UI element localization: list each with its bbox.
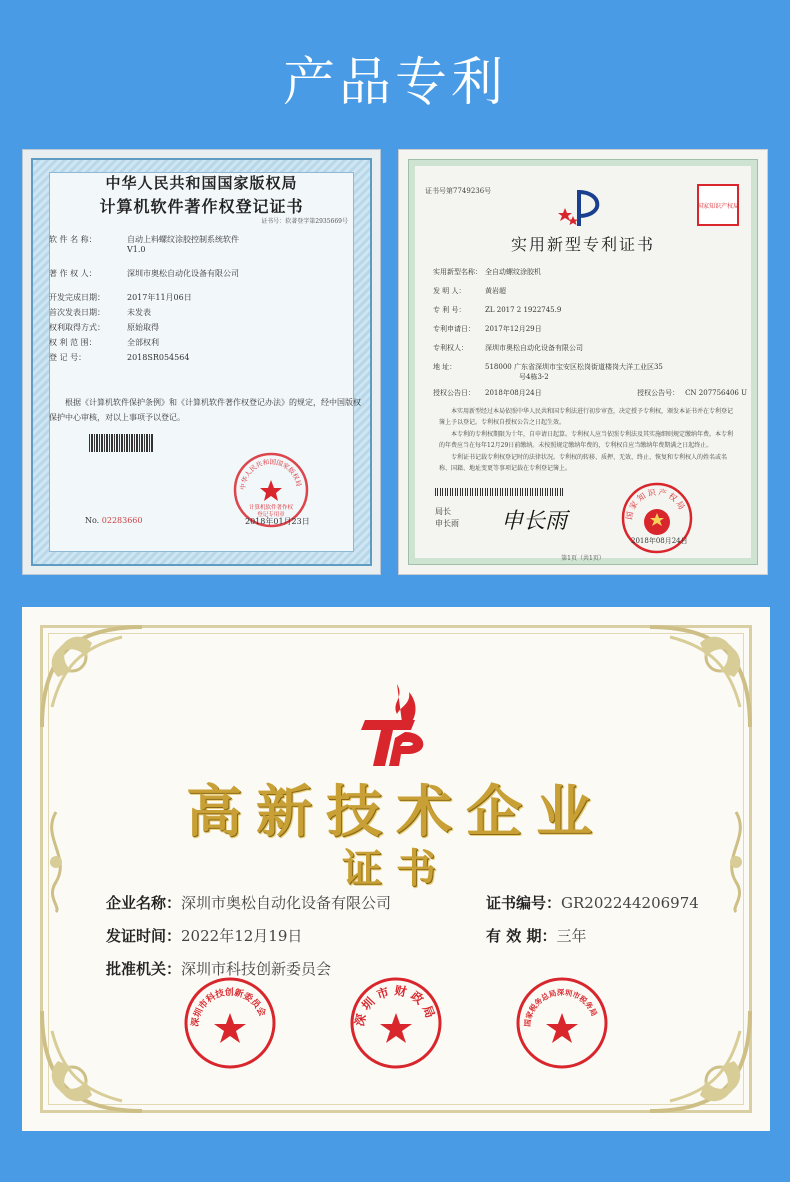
ornament-corner-icon (32, 1001, 152, 1121)
field-value: 深圳市奥松自动化设备有限公司 (485, 344, 583, 352)
field-value: 2017年12月29日 (485, 325, 542, 333)
high-tech-flame-logo-icon (345, 680, 445, 770)
certificate-title: 计算机软件著作权登记证书 (99, 197, 304, 216)
field-completion-date (49, 290, 366, 305)
field-certificate-number (486, 892, 699, 913)
field-value: 深圳市奥松自动化设备有限公司 (127, 269, 239, 278)
seal-text: 国家知识产权局 (624, 487, 688, 521)
official-seal-icon (182, 975, 278, 1071)
cnipa-stamp-icon (695, 182, 741, 228)
certificate-subtitle: 证书 (342, 845, 450, 892)
statement-paragraph: 专利证书记载专利权登记时的法律状况。专利权的转移、质押、无效、终止、恢复和专利权人的姓名或名称、国籍、地址变更等事项记载在专利登记簿上。 (439, 454, 728, 472)
field-label: 地 址： (433, 363, 457, 371)
seal-subtext: 计算机软件著作权 (248, 505, 294, 511)
page-note: 第1页（共1页） (561, 555, 605, 562)
statement-paragraph: 本专利的专利权期限为十年，自申请日起算。专利权人应当依照专利法及其实施细则规定缴纳年费。本专利的年费应当在每年12月29日前缴纳。未按照规定缴纳年费的，专利权自应当缴纳年费期满之日起终止。 (439, 431, 734, 449)
field-value: 2018SR054564 (127, 353, 190, 362)
field-value: GR202244206974 (561, 894, 699, 912)
ornament-corner-icon (640, 617, 760, 737)
certificate-statement: 根据《计算机软件保护条例》和《计算机软件著作权登记办法》的规定，经中国版权保护中心审核，对以上事项予以登记。 (49, 398, 361, 422)
certificate-statement (439, 406, 737, 475)
serial-number (85, 516, 142, 525)
signature (499, 504, 585, 534)
field-label: 授权公告日： (433, 389, 475, 397)
field-label: 证书编号： (486, 894, 562, 912)
field-label: 开发完成日期： (49, 293, 105, 302)
issue-date: 2018年01月23日 (245, 517, 310, 526)
field-issue-date (106, 925, 302, 946)
field-value: 深圳市奥松自动化设备有限公司 (181, 894, 392, 912)
field-patent-number (433, 304, 747, 323)
field-value: 未发表 (127, 308, 151, 317)
seal-text: 深圳市科技创新委员会 (190, 987, 267, 1028)
page-title: 产品专利 (282, 53, 507, 113)
field-value: 三年 (556, 927, 587, 945)
field-utility-name (433, 266, 747, 285)
field-value: V1.0 (127, 245, 146, 254)
field-scope (49, 335, 366, 350)
field-label: 发 明 人： (433, 287, 466, 295)
field-value: 深圳市科技创新委员会 (181, 960, 332, 978)
utility-patent-certificate (398, 149, 768, 575)
field-label: 权利取得方式： (49, 323, 105, 332)
field-value: 全部权利 (127, 338, 159, 347)
chief-name: 申长雨 (435, 519, 459, 528)
seal-subtext: 登记专用章 (257, 512, 285, 518)
field-label: 有 效 期： (486, 927, 557, 945)
field-label: 登 记 号： (49, 353, 87, 362)
field-value: 518000 广东省深圳市宝安区松岗街道楼岗大洋工业区35 (485, 363, 663, 371)
field-label: 首次发表日期： (49, 308, 105, 317)
certificate-issuer: 中华人民共和国国家版权局 (105, 174, 298, 192)
certificate-title: 实用新型专利证书 (510, 235, 655, 254)
field-inventor (433, 285, 747, 304)
signature-text: 申长雨 (501, 509, 568, 534)
field-value: 全自动螺纹涂胶机 (485, 268, 541, 276)
field-label: 发证时间： (106, 927, 182, 945)
certificate-number: 证书号：软著登字第2935669号 (261, 218, 348, 225)
field-value: 黄岩超 (485, 287, 506, 295)
certificate-number: 证书号第7749236号 (425, 187, 492, 195)
serial-label: No. (85, 516, 100, 525)
field-label: 企业名称： (106, 894, 182, 912)
stamp-text: 国家知识产权局 (696, 203, 740, 210)
field-label: 权 利 范 围： (49, 338, 97, 347)
official-seal-icon (348, 975, 444, 1071)
field-version (127, 242, 366, 257)
field-label: 软 件 名 称： (49, 235, 97, 244)
field-value: 2018年08月24日 (485, 389, 542, 397)
field-publish-date (49, 305, 366, 320)
field-acquisition (49, 320, 366, 335)
chief-title (435, 506, 459, 530)
field-registration-no (49, 350, 366, 365)
high-tech-enterprise-certificate (22, 607, 770, 1131)
field-address-line2: 号4栋3-2 (519, 373, 549, 381)
field-label: 批准机关： (106, 960, 182, 978)
field-value: 自动上料螺纹涂胶控制系统软件 (127, 235, 239, 244)
field-company (106, 892, 391, 913)
statement-paragraph: 本实用新型经过本局依照中华人民共和国专利法进行初步审查，决定授予专利权，颁发本证书并在专利登记簿上予以登记。专利权自授权公告之日起生效。 (439, 408, 734, 426)
field-value: 2017年11月06日 (127, 293, 192, 302)
ornament-corner-icon (32, 617, 152, 737)
chief-label: 局长 (435, 507, 451, 516)
field-value: CN 207756406 U (685, 389, 747, 397)
seal-text: 深圳市财政局 (352, 983, 439, 1028)
field-label: 专利权人： (433, 344, 468, 352)
serial-value: 02283660 (101, 516, 143, 525)
field-validity (486, 925, 586, 946)
seal-text: 中华人民共和国国家版权局 (238, 457, 303, 491)
certificate-fields (49, 232, 366, 365)
field-label: 著 作 权 人： (49, 269, 97, 278)
field-address (433, 361, 747, 380)
official-seal-icon (514, 975, 610, 1071)
field-patentee (433, 342, 747, 361)
field-application-date (433, 323, 747, 342)
field-owner (49, 266, 366, 281)
patent-office-emblem-icon (557, 186, 609, 230)
field-value: ZL 2017 2 1922745.9 (485, 306, 562, 314)
seal-text: 国家税务总局深圳市税务局 (522, 987, 599, 1028)
field-grant (433, 387, 747, 406)
certificate-fields (433, 266, 747, 406)
field-label: 专 利 号： (433, 306, 466, 314)
barcode (89, 434, 153, 452)
field-value: 原始取得 (127, 323, 159, 332)
field-value: 2022年12月19日 (181, 927, 303, 945)
ornament-corner-icon (640, 1001, 760, 1121)
field-label: 授权公告号： (637, 389, 680, 397)
field-label: 实用新型名称： (433, 268, 482, 276)
software-copyright-certificate (22, 149, 381, 575)
certificate-title: 高新技术企业 (186, 779, 606, 845)
issue-date: 2018年08月24日 (631, 537, 688, 545)
barcode (435, 488, 563, 496)
field-label: 专利申请日： (433, 325, 475, 333)
